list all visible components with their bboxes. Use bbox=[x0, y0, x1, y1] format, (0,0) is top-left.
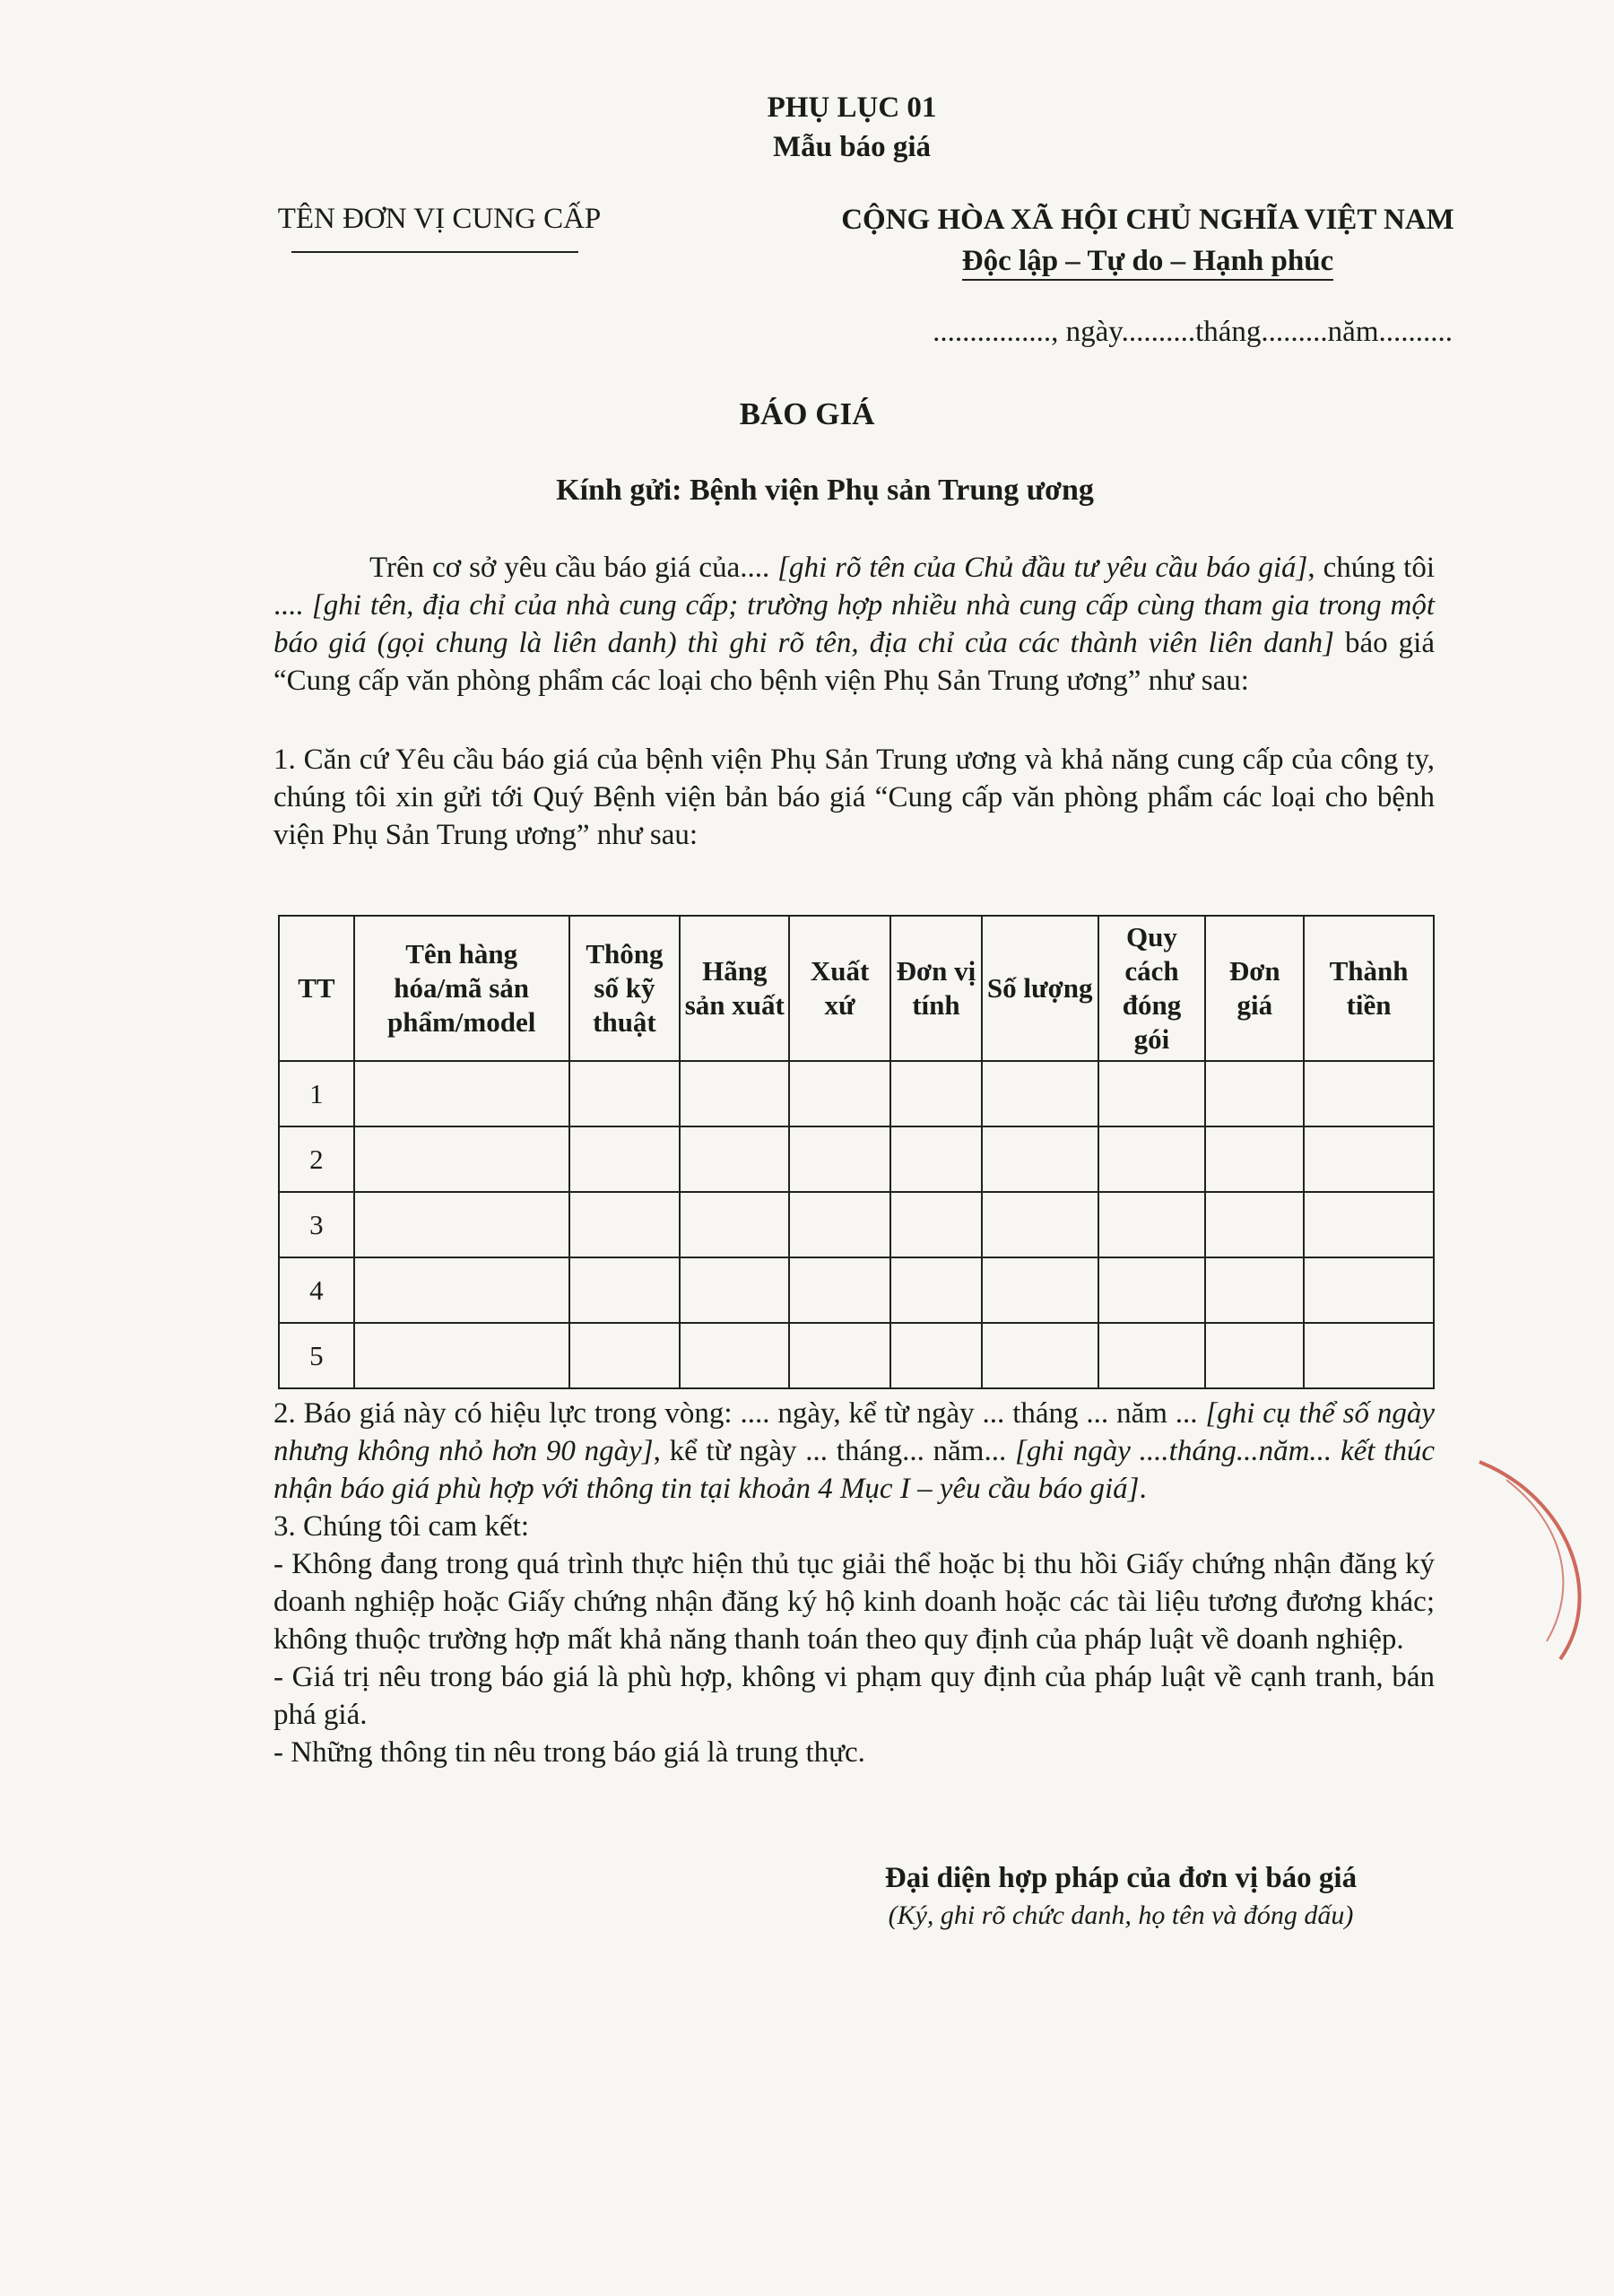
row-number: 1 bbox=[279, 1061, 354, 1126]
header-unit-price: Đơn giá bbox=[1205, 916, 1304, 1061]
stamp-fragment-icon bbox=[1471, 1444, 1614, 1677]
header-origin: Xuất xứ bbox=[789, 916, 890, 1061]
header-total: Thành tiền bbox=[1304, 916, 1434, 1061]
signature-block bbox=[807, 1862, 1435, 1931]
header-specs: Thông số kỹ thuật bbox=[569, 916, 681, 1061]
item-1-paragraph: 1. Căn cứ Yêu cầu báo giá của bệnh viện Phụ Sản Trung ương và khả năng cung cấp của công ty, chúng tôi xin gửi tới Quý Bệnh viện bản báo giá “Cung cấp văn phòng phẩm các loại cho bệnh viện Phụ Sản Trung ương” như sau: bbox=[273, 744, 1435, 851]
table-row bbox=[279, 1126, 1434, 1192]
row-number: 5 bbox=[279, 1323, 354, 1388]
signature-role: Đại diện hợp pháp của đơn vị báo giá bbox=[884, 1862, 1358, 1894]
table-row bbox=[279, 1257, 1434, 1323]
item-3-heading: 3. Chúng tôi cam kết: bbox=[273, 1510, 530, 1543]
commitment-1: - Không đang trong quá trình thực hiện thủ tục giải thể hoặc bị thu hồi Giấy chứng nhận đăng ký doanh nghiệp hoặc Giấy chứng nhận đăng ký hộ kinh doanh hoặc các tài liệu tương đương khác; không thuộc trường hợp mất khả năng thanh toán theo quy định của pháp luật về doanh nghiệp. bbox=[273, 1548, 1435, 1656]
document-title: BÁO GIÁ bbox=[739, 396, 875, 431]
nation-name: CỘNG HÒA XÃ HỘI CHỦ NGHĨA VIỆT NAM bbox=[841, 204, 1454, 236]
header-manufacturer: Hãng sản xuất bbox=[680, 916, 789, 1061]
annex-number: PHỤ LỤC 01 bbox=[767, 91, 937, 124]
terms-section bbox=[273, 1395, 1435, 1771]
national-header bbox=[771, 199, 1524, 282]
supplier-underline bbox=[291, 251, 578, 253]
quotation-table bbox=[278, 915, 1435, 1389]
signature-note: (Ký, ghi rõ chức danh, họ tên và đóng dấu) bbox=[888, 1900, 1354, 1930]
table-row bbox=[279, 1061, 1434, 1126]
header-packaging: Quy cách đóng gói bbox=[1098, 916, 1206, 1061]
header-tt: TT bbox=[279, 916, 354, 1061]
recipient-line: Kính gửi: Bệnh viện Phụ sản Trung ương bbox=[556, 474, 1094, 507]
date-line: ................, ngày..........tháng.........năm.......... bbox=[933, 316, 1453, 348]
table-header-row bbox=[279, 916, 1434, 1061]
row-number: 4 bbox=[279, 1257, 354, 1323]
form-name: Mẫu báo giá bbox=[772, 131, 932, 163]
table-row bbox=[279, 1192, 1434, 1257]
intro-paragraph: Trên cơ sở yêu cầu báo giá của.... [ghi rõ tên của Chủ đầu tư yêu cầu báo giá], chúng tôi .... [ghi tên, địa chỉ của nhà cung cấp; trường hợp nhiều nhà cung cấp cùng tham gia trong một báo giá (gọi chung là liên danh) thì ghi rõ tên, địa chỉ của các thành viên liên danh] báo giá “Cung cấp văn phòng phẩm các loại cho bệnh viện Phụ Sản Trung ương” như sau: bbox=[273, 552, 1436, 697]
commitment-2: - Giá trị nêu trong báo giá là phù hợp, không vi phạm quy định của pháp luật về cạnh tranh, bán phá giá. bbox=[273, 1661, 1435, 1731]
header-product-name: Tên hàng hóa/mã sản phẩm/model bbox=[354, 916, 569, 1061]
annex-heading bbox=[628, 88, 1076, 167]
item-2-paragraph: 2. Báo giá này có hiệu lực trong vòng: .... ngày, kể từ ngày ... tháng ... năm ... [ghi cụ thể số ngày nhưng không nhỏ hơn 90 ngày], kể từ ngày ... tháng... năm... [ghi ngày ....tháng...năm... kết thúc nhận báo giá phù hợp với thông tin tại khoản 4 Mục I – yêu cầu báo giá]. bbox=[273, 1397, 1436, 1505]
commitment-3: - Những thông tin nêu trong báo giá là trung thực. bbox=[273, 1736, 865, 1769]
row-number: 3 bbox=[279, 1192, 354, 1257]
motto: Độc lập – Tự do – Hạnh phúc bbox=[771, 240, 1524, 282]
row-number: 2 bbox=[279, 1126, 354, 1192]
table-row bbox=[279, 1323, 1434, 1388]
header-quantity: Số lượng bbox=[982, 916, 1098, 1061]
header-unit: Đơn vị tính bbox=[890, 916, 982, 1061]
supplier-name: TÊN ĐƠN VỊ CUNG CẤP bbox=[277, 203, 602, 235]
